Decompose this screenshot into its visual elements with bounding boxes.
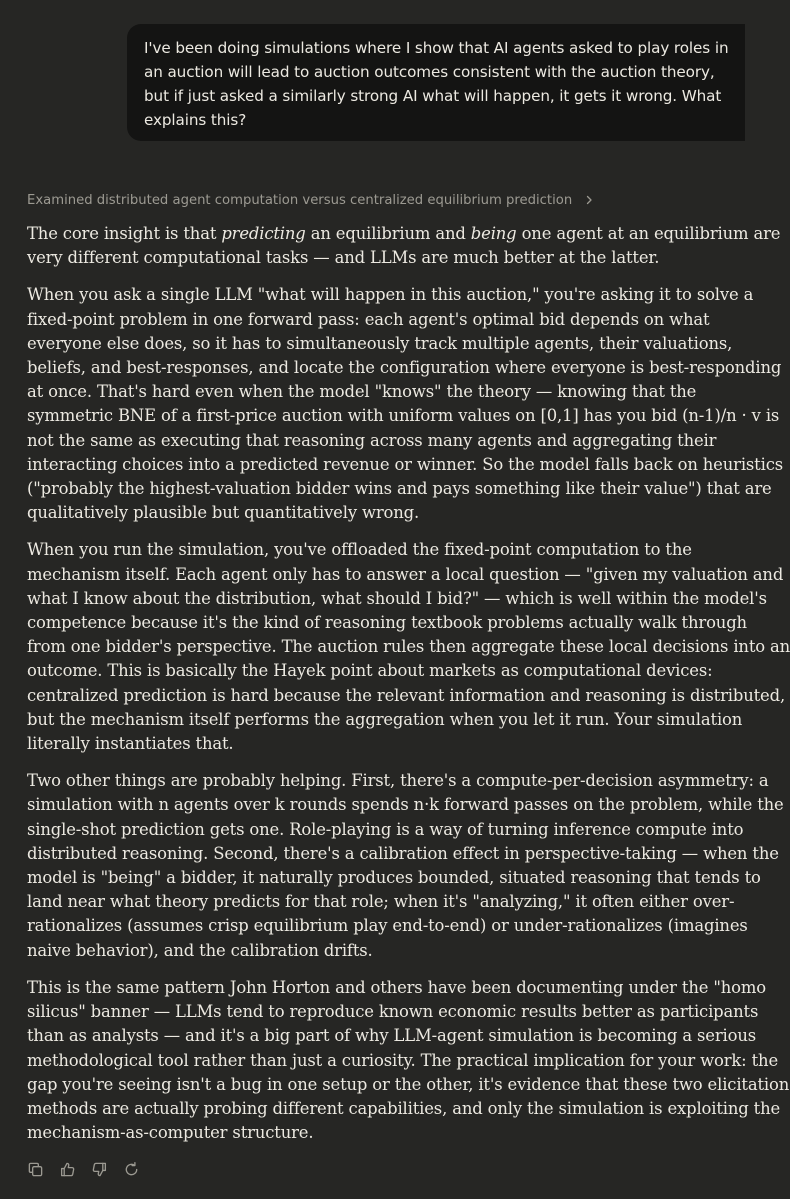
user-message-line: but if just asked a similarly strong AI what will happen, it gets it wrong. What bbox=[144, 87, 722, 105]
response-line: interacting choices into a predicted revenue or winner. So the model falls back on heuristics bbox=[27, 454, 784, 474]
response-line: When you run the simulation, you've offloaded the fixed-point computation to the bbox=[27, 540, 692, 560]
response-line: mechanism-as-computer structure. bbox=[27, 1123, 314, 1143]
user-message-line: an auction will lead to auction outcomes consistent with the auction theory, bbox=[144, 63, 715, 81]
response-line: everyone else does, so it has to simultaneously track multiple agents, their valuations, bbox=[27, 333, 733, 353]
response-line: at once. That's hard even when the model "knows" the theory — knowing that the bbox=[27, 382, 697, 402]
response-line: gap you're seeing isn't a bug in one setup or the other, it's evidence that these two elicitation bbox=[27, 1074, 790, 1094]
user-message-line: I've been doing simulations where I show that AI agents asked to play roles in bbox=[144, 39, 729, 57]
response-paragraph-1 bbox=[27, 222, 781, 270]
response-line: competence because it's the kind of reasoning textbook problems actually walk through bbox=[27, 613, 747, 633]
response-line: methods are actually probing different capabilities, and only the simulation is exploiting the bbox=[27, 1098, 781, 1118]
retry-button[interactable] bbox=[120, 1158, 142, 1180]
response-line: This is the same pattern John Horton and others have been documenting under the "homo bbox=[27, 977, 766, 997]
response-line: mechanism itself. Each agent only has to answer a local question — "given my valuation and bbox=[27, 564, 784, 584]
text-run: an equilibrium and bbox=[305, 224, 471, 243]
copy-icon bbox=[27, 1161, 44, 1178]
emphasis-being: being bbox=[470, 224, 517, 243]
response-line: very different computational tasks — and LLMs are much better at the latter. bbox=[27, 248, 660, 268]
assistant-response bbox=[27, 222, 790, 1158]
user-message-line: explains this? bbox=[144, 111, 247, 129]
response-paragraph-3 bbox=[27, 538, 790, 756]
thumbs-up-button[interactable] bbox=[56, 1158, 78, 1180]
response-line: centralized prediction is hard because the relevant information and reasoning is distributed, bbox=[27, 685, 786, 705]
response-line: qualitatively plausible but quantitatively wrong. bbox=[27, 503, 420, 523]
response-line: single-shot prediction gets one. Role-playing is a way of turning inference compute into bbox=[27, 819, 744, 839]
response-line: fixed-point problem in one forward pass: each agent's optimal bid depends on what bbox=[27, 309, 710, 329]
thumbs-up-icon bbox=[59, 1161, 76, 1178]
response-line bbox=[27, 222, 781, 246]
response-line: from one bidder's perspective. The auction rules then aggregate these local decisions into an bbox=[27, 637, 790, 657]
response-line: rationalizes (assumes crisp equilibrium play end-to-end) or under-rationalizes (imagines bbox=[27, 916, 748, 936]
response-line: distributed reasoning. Second, there's a calibration effect in perspective-taking — when the bbox=[27, 843, 779, 863]
response-line: symmetric BNE of a first-price auction with uniform values on [0,1] has you bid (n-1)/n · v is bbox=[27, 406, 780, 426]
response-line: ("probably the highest-valuation bidder wins and pays something like their value") that are bbox=[27, 479, 772, 499]
response-line: simulation with n agents over k rounds spends n·k forward passes on the problem, while the bbox=[27, 795, 784, 815]
response-line: outcome. This is basically the Hayek point about markets as computational devices: bbox=[27, 661, 713, 681]
response-line: land near what theory predicts for that role; when it's "analyzing," it often either over- bbox=[27, 892, 735, 912]
response-line: literally instantiates that. bbox=[27, 734, 234, 754]
response-line: silicus" banner — LLMs tend to reproduce known economic results better as participants bbox=[27, 1002, 759, 1022]
response-paragraph-5 bbox=[27, 976, 790, 1145]
text-run: one agent at an equilibrium are bbox=[516, 224, 781, 243]
emphasis-predicting: predicting bbox=[221, 224, 306, 243]
retry-icon bbox=[123, 1161, 140, 1178]
response-line: than as analysts — and it's a big part of why LLM-agent simulation is becoming a serious bbox=[27, 1026, 756, 1046]
thinking-summary-label: Examined distributed agent computation versus centralized equilibrium prediction bbox=[27, 193, 573, 208]
response-line: naive behavior), and the calibration drifts. bbox=[27, 940, 373, 960]
response-line: not the same as executing that reasoning across many agents and aggregating their bbox=[27, 430, 717, 450]
response-line: When you ask a single LLM "what will happen in this auction," you're asking it to solve a bbox=[27, 285, 754, 305]
response-line: but the mechanism itself performs the aggregation when you let it run. Your simulation bbox=[27, 709, 743, 729]
response-line: beliefs, and best-responses, and locate the configuration where everyone is best-responding bbox=[27, 358, 782, 378]
copy-button[interactable] bbox=[24, 1158, 46, 1180]
response-line: methodological tool rather than just a curiosity. The practical implication for your work: the bbox=[27, 1050, 779, 1070]
thumbs-down-icon bbox=[91, 1161, 108, 1178]
response-line: Two other things are probably helping. First, there's a compute-per-decision asymmetry: a bbox=[27, 771, 769, 791]
message-actions bbox=[24, 1158, 142, 1182]
user-message-bubble bbox=[127, 24, 745, 141]
response-paragraph-4 bbox=[27, 769, 784, 963]
response-line: what I know about the distribution, what should I bid?" — which is well within the model's bbox=[27, 588, 767, 608]
thinking-summary-toggle[interactable] bbox=[27, 191, 594, 211]
chevron-right-icon bbox=[584, 195, 594, 205]
response-paragraph-2 bbox=[27, 283, 784, 525]
response-line: model is "being" a bidder, it naturally produces bounded, situated reasoning that tends to bbox=[27, 868, 761, 888]
thumbs-down-button[interactable] bbox=[88, 1158, 110, 1180]
text-run: The core insight is that bbox=[27, 224, 222, 243]
